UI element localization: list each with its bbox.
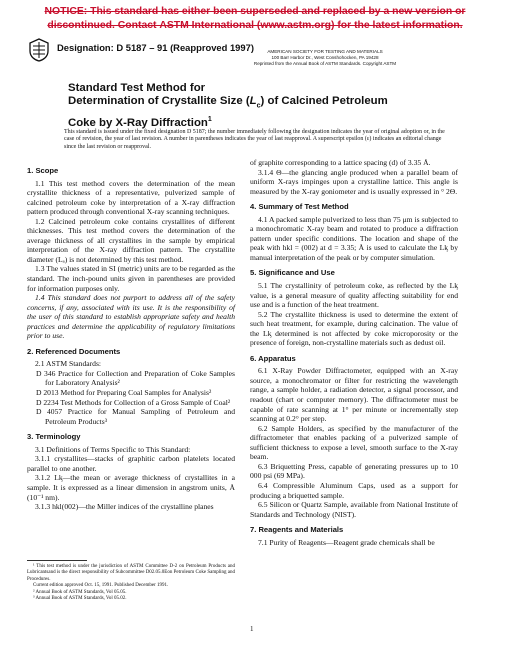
paragraph: 2.1 ASTM Standards: [35,359,102,369]
section-heading: 6. Apparatus [250,353,296,363]
notice-line-2: discontinued. Contact ASTM International (www.astm.org) for the latest information. [47,20,463,31]
right-column [250,158,458,547]
footnote: Current edition approved Oct. 15, 1991. Published December 1991. [33,583,169,589]
reference-item: D 2013 Method for Preparing Coal Samples for Analysis² [36,388,212,398]
paragraph-safety: 1.4 This standard does not purport to address all of the safety concerns, if any, associated with its use. It is the responsibility of the user of this standard to establish appropriate safety and health practices and determine the applicability of regulatory limitations prior to use. [27,293,235,341]
section-heading: 7. Reagents and Materials [250,525,344,535]
footnote: ² Annual Book of ASTM Standards, Vol 05.05. [33,589,127,595]
paragraph: 6.4 Compressible Aluminum Caps, used as a support for producing a briquetted sample. [250,480,458,500]
reference-item: D 4057 Practice for Manual Sampling of Petroleum and Petroleum Products³ [36,407,235,426]
paragraph: 6.3 Briquetting Press, capable of generating pressures up to 10 000 psi (69 MPa). [250,461,458,481]
paragraph: 3.1.2 Lᶄ—the mean or average thickness of crystallites in a sample. It is expressed as a linear dimension in angstrom units, Å (10⁻¹ nm). [27,473,235,502]
paragraph: of graphite corresponding to a lattice spacing (d) of 3.35 Å. [250,158,431,167]
reference-item: D 346 Practice for Collection and Preparation of Coke Samples for Laboratory Analysis² [36,368,235,388]
footnote: ¹ This test method is under the jurisdiction of ASTM Committee D-2 on Petroleum Products and Lubricantsand is the direct responsibility of Subcommittee D02.05.0Eon Petroleum Coke Sampling and Procedures. [27,564,235,582]
title-line-1: Standard Test Method for [68,82,206,94]
paragraph: 5.1 The crystallinity of petroleum coke, as reflected by the Lᶄ value, is a general measure of quality affecting suitability for end use and is a function of the heat treatment. [250,281,458,310]
section-heading: 3. Terminology [27,432,81,442]
section-heading: 2. Referenced Documents [27,346,121,356]
left-column [27,166,235,512]
paragraph: 6.1 X-Ray Powder Diffractometer, equipped with an X-ray source, a monochromator or filter for restricting the wavelength range, a sample holder, a radiation detector, a signal processor, and readout (chart or computer memory). The diffractometer must be capable of rate scanning at 1° per minute or incrementally step scanning at 0.2° per step. [250,366,458,424]
astm-logo-icon [28,38,50,62]
designation: Designation: D 5187 – 91 (Reapproved 1997) [57,42,254,53]
publisher-address: 100 Barr Harbor Dr., West Conshohocken, PA 19428 [271,54,379,60]
paragraph: 3.1.1 crystallites—stacks of graphitic carbon platelets located parallel to one another. [27,454,235,473]
paragraph: 3.1 Definitions of Terms Specific to This Standard: [35,444,191,454]
paragraph: 7.1 Purity of Reagents—Reagent grade chemicals shall be [258,537,435,547]
document-title [68,82,388,130]
paragraph: 3.1.3 hkl(002)—the Miller indices of the crystalline planes [35,502,214,512]
page-number: 1 [250,625,254,633]
footnotes [27,564,235,602]
notice-line-1: NOTICE: This standard has either been superseded and replaced by a new version or [44,6,466,17]
title-line-3: Coke by X-Ray Diffraction$^1$ [68,115,212,129]
section-heading: 5. Significance and Use [250,268,335,278]
standard-issuance-note: This standard is issued under the fixed designation D 5187; the number immediately following the designation indicates the year of original adoption or, in the case of revision, the year of last revision. A number in parentheses indicates the year of last reapproval. A superscript epsilon (ε) indicates an editorial change since the last revision or reapproval. [64,129,445,150]
publisher-name: AMERICAN SOCIETY FOR TESTING AND MATERIALS [267,49,383,54]
reprint-note: Reprinted from the Annual Book of ASTM Standards. Copyright ASTM [253,60,397,66]
section-heading: 1. Scope [27,166,59,175]
publisher-block [250,49,400,66]
paragraph: 4.1 A packed sample pulverized to less than 75 μm is subjected to a monochromatic X-ray beam and rotated to produce a diffraction pattern under specific conditions. The location and shape of the peak with hkl = (002) at d = 3.35; Å is used to calculate the Lᶄ by manual interpretation of the peak or by computer simulation. [250,214,458,262]
paragraph: 3.1.4 Θ—the glancing angle produced when a parallel beam of uniform X-rays impinges upon a crystalline lattice. This angle is measured by the X-ray goniometer and is usually expressed in ° 2Θ. [250,167,458,196]
supersession-notice [4,5,506,33]
paragraph: 1.1 This test method covers the determination of the mean crystallite thickness of a representative, pulverized sample of calcined petroleum coke by interpretation of a X-ray diffraction pattern produced through conventional X-ray scanning techniques. [27,178,235,217]
paragraph: 5.2 The crystallite thickness is used to determine the extent of such heat treatment, for example, during calcination. The value of the Lᶄ determined is not affected by coke microporosity or the presence of foreign, non-crystalline materials such as dedust oil. [250,309,458,348]
footnote-divider [27,560,87,561]
title-line-2: Determination of Crystallite Size $(L_c)$ of Calcined Petroleum [68,95,388,110]
footnote: ³ Annual Book of ASTM Standards, Vol 05.02. [33,596,127,602]
paragraph: 6.5 Silicon or Quartz Sample, available from National Institute of Standards and Technology (NIST). [250,500,458,519]
reference-item: D 2234 Test Methods for Collection of a Gross Sample of Coal² [36,397,231,407]
paragraph: 1.2 Calcined petroleum coke contains crystallites of different thicknesses. This test method covers the determination of the average thickness of all crystallites in the sample by empirical interpretation of the X-ray diffraction pattern. The crystallite diameter (Lₐ) is not determined by this test method. [27,216,235,264]
paragraph: 6.2 Sample Holders, as specified by the manufacturer of the diffractometer that enables packing of a pulverized sample of sufficient thickness to expose a level, smooth surface to the X-ray beam. [250,423,458,462]
paragraph: 1.3 The values stated in SI (metric) units are to be regarded as the standard. The inch-pound units given in parentheses are provided for information purposes only. [27,264,235,293]
section-heading: 4. Summary of Test Method [250,202,349,212]
